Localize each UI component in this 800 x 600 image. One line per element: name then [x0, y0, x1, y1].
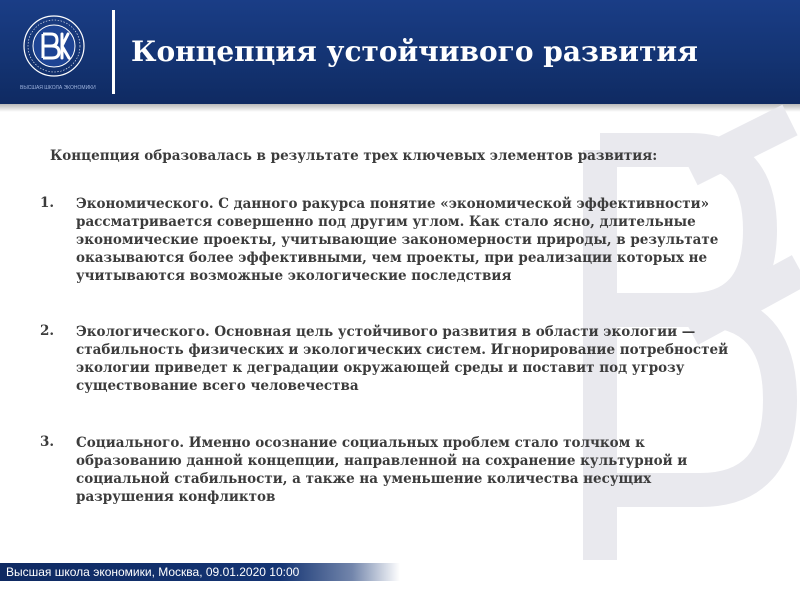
- list-item-text: Экологического. Основная цель устойчивого развития в области экологии — стабильность физических и экологических систем. Игнорирование потребностей экологии приведет к деградации окружающей среды и поставит под угрозу существование всего человечества: [76, 324, 729, 394]
- header-divider: [112, 10, 115, 94]
- slide-title: Концепция устойчивого развития: [131, 35, 698, 68]
- hse-emblem-icon: [22, 14, 86, 78]
- slide-header: [0, 0, 800, 104]
- list-item-text: Экономического. С данного ракурса понятие «экономической эффективности» рассматривается совершенно под другим углом. Как стало ясно, длительные экономические проекты, учитывающие закономерности природы, в результате оказываются более эффективными, чем проекты, при реализации которых не учитываются возможные экологические последствия: [76, 196, 719, 284]
- logo-caption: ВЫСШАЯ ШКОЛА ЭКОНОМИКИ: [20, 85, 96, 91]
- list-item-number: 1.: [40, 195, 55, 211]
- intro-text: Концепция образовалась в результате трех ключевых элементов развития:: [50, 148, 658, 164]
- slide-footer: [0, 563, 400, 581]
- list-item-text: Социального. Именно осознание социальных проблем стало толчком к образованию данной концепции, направленной на сохранение культурной и социальной стабильности, а также на уменьшение количества несущих разрушения конфликтов: [76, 435, 688, 505]
- list-item-number: 2.: [40, 323, 55, 339]
- header-shadow: [0, 104, 800, 112]
- footer-text: Высшая школа экономики, Москва, 09.01.2020 10:00: [6, 565, 300, 579]
- list-item-number: 3.: [40, 434, 55, 450]
